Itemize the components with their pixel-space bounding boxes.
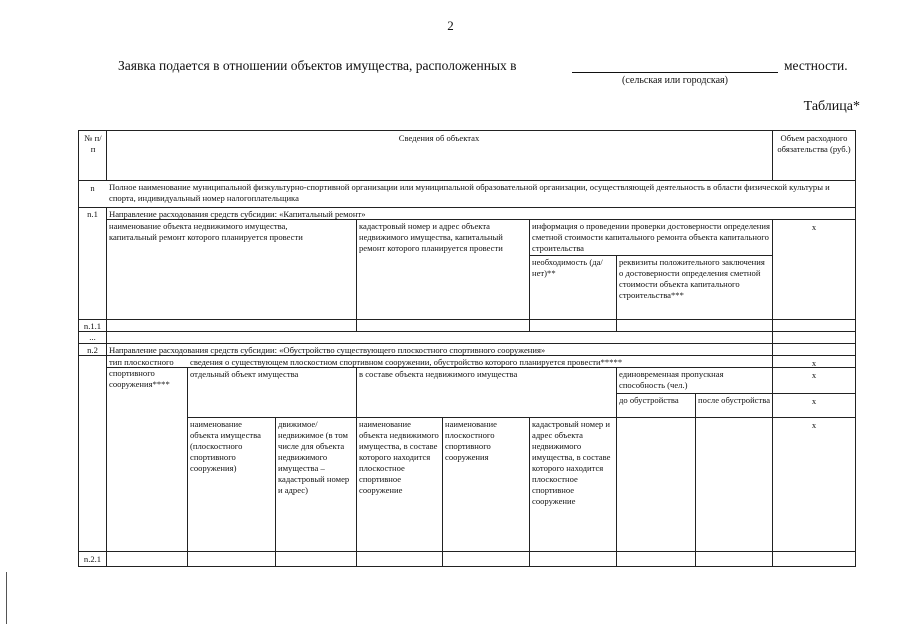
n2-before: до обустройства xyxy=(619,395,679,405)
locality-hint: (сельская или городская) xyxy=(622,75,728,86)
n2-in-structure: в составе объекта недвижимого имущества xyxy=(359,369,518,379)
n2-after: после обустройства xyxy=(698,395,771,405)
row-label-n21: n.2.1 xyxy=(83,554,102,564)
rule xyxy=(695,393,696,566)
section-n2-title: Направление расходования средств субсидии: «Обустройство существующего плоскостного спортивного сооружения» xyxy=(109,345,546,355)
header-info: Сведения об объектах xyxy=(398,133,480,143)
n2-x-mark-3: x xyxy=(811,396,817,406)
row-label-n: n xyxy=(90,183,95,193)
row-label-dots: ... xyxy=(89,332,96,342)
n2-type-label: тип плоскостного спортивного сооружения**** xyxy=(109,357,174,389)
n2-x-mark-1: x xyxy=(811,358,817,368)
n2-separate-object: отдельный объект имущества xyxy=(190,369,299,379)
n2-existing-info: сведения о существующем плоскостном спортивном сооружении, обустройство которого планируется провести***** xyxy=(190,357,623,367)
rule xyxy=(79,319,855,320)
section-n1-title: Направление расходования средств субсидии: «Капитальный ремонт» xyxy=(109,209,366,219)
row-label-n2: n.2 xyxy=(87,345,98,355)
objects-table xyxy=(78,130,856,567)
section-n-title: Полное наименование муниципальной физкультурно-спортивной организации или муниципальной образовательной организации, осуществляющей деятельность в области физической культуры и спорта, индивидуальный номер налогоплательщика xyxy=(109,182,830,203)
page-number: 2 xyxy=(447,18,454,33)
rule xyxy=(79,551,855,552)
row-label-n1: n.1 xyxy=(87,209,98,219)
n2-cadastral-realty: кадастровый номер и адрес объекта недвижимого имущества, в составе которого находится плоскостное спортивное сооружение xyxy=(532,419,611,506)
n1-col-requisites: реквизиты положительного заключения о достоверности определения сметной стоимости объекта капитального строительства*** xyxy=(619,257,765,300)
row-label-n11: n.1.1 xyxy=(83,321,102,331)
locality-blank-line xyxy=(572,72,778,73)
n1-col-need: необходимость (да/нет)** xyxy=(532,257,603,278)
intro-text: Заявка подается в отношении объектов имущества, расположенных в xyxy=(118,58,517,73)
n2-movable: движимое/ недвижимое (в том числе для объекта недвижимого имущества – кадастровый номер и адрес) xyxy=(278,419,350,495)
n1-col-check: информация о проведении проверки достоверности определения сметной стоимости капитального ремонта объекта капитального строительства xyxy=(532,221,770,253)
n2-x-mark-4: x xyxy=(811,420,817,430)
rule xyxy=(772,219,773,566)
rule xyxy=(79,331,855,332)
n2-x-mark-2: x xyxy=(811,370,817,380)
n2-name-realty: наименование объекта недвижимого имущества, в составе которого находится плоскостное спортивное сооружение xyxy=(359,419,439,495)
n2-capacity: единовременная пропускная способность (чел.) xyxy=(619,369,724,390)
n2-name-flat: наименование плоскостного спортивного сооружения xyxy=(445,419,497,462)
n1-x-mark: x xyxy=(811,222,817,232)
table-label: Таблица* xyxy=(803,99,860,114)
n1-col-name: наименование объекта недвижимого имущества, капитальный ремонт которого планируется провести xyxy=(109,221,303,242)
n2-name-obj: наименование объекта имущества (плоскостного спортивного сооружения) xyxy=(190,419,261,473)
margin-mark xyxy=(6,572,7,624)
intro-end-text: местности. xyxy=(784,58,848,73)
header-num: № п/п xyxy=(84,133,102,154)
header-volume: Объем расходного обязательства (руб.) xyxy=(777,133,851,154)
n1-col-cadastral: кадастровый номер и адрес объекта недвижимого имущества, капитальный ремонт которого планируется провести xyxy=(359,221,503,253)
